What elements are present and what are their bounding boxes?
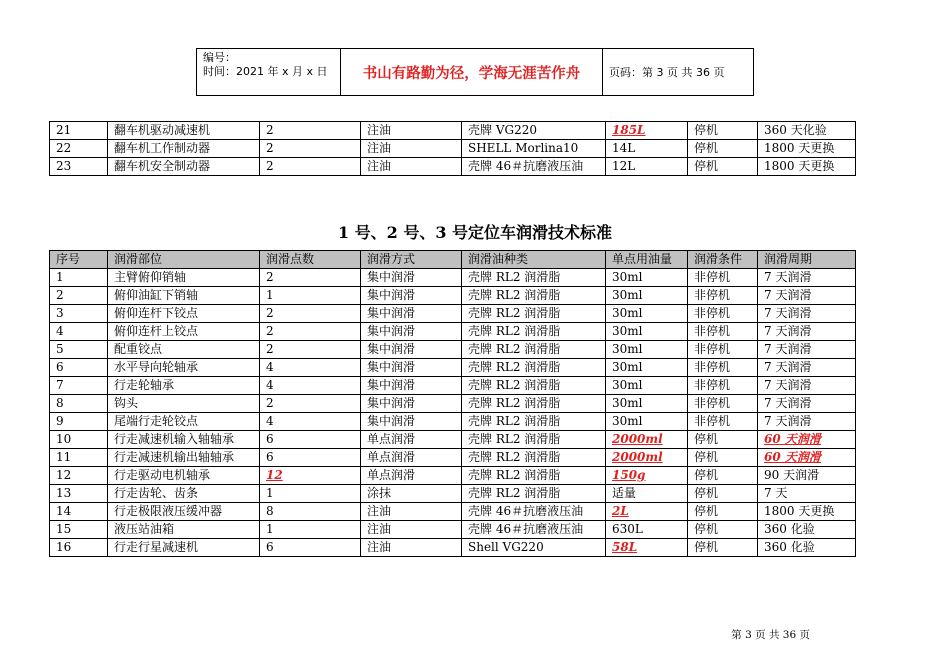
table-cell: 4	[260, 359, 361, 377]
table-cell	[606, 539, 688, 557]
table-cell: 壳牌 RL2 润滑脂	[462, 305, 606, 323]
table-row	[50, 323, 856, 341]
table-cell: 行走轮轴承	[108, 377, 260, 395]
table-cell: 6	[50, 359, 108, 377]
table-cell: 停机	[688, 431, 758, 449]
table-cell	[606, 431, 688, 449]
table-cell: 360 天化验	[758, 122, 856, 140]
table-cell: 集中润滑	[361, 395, 462, 413]
table-cell: 1	[260, 287, 361, 305]
table-cell: 7 天润滑	[758, 413, 856, 431]
table-cell: 2	[260, 140, 361, 158]
header-page-label: 页码：第 3 页 共 36 页	[609, 66, 725, 79]
table-cell: 集中润滑	[361, 305, 462, 323]
table-cell: 主臂俯仰销轴	[108, 269, 260, 287]
table-cell: 非停机	[688, 377, 758, 395]
highlighted-value: 2L	[612, 504, 629, 518]
table-cell	[260, 467, 361, 485]
table-cell: 行走极限液压缓冲器	[108, 503, 260, 521]
table-cell: 注油	[361, 122, 462, 140]
table-cell: 注油	[361, 521, 462, 539]
table-cell: 11	[50, 449, 108, 467]
table-cell: 30ml	[606, 269, 688, 287]
table-cell: 壳牌 RL2 润滑脂	[462, 413, 606, 431]
table-cell: 2	[260, 305, 361, 323]
table-cell: 12L	[606, 158, 688, 176]
table-cell: 360 化验	[758, 521, 856, 539]
table-cell: 7 天润滑	[758, 359, 856, 377]
table-cell: 翻车机安全制动器	[108, 158, 260, 176]
table-cell: 停机	[688, 521, 758, 539]
table-row	[50, 539, 856, 557]
table-cell: 7 天润滑	[758, 305, 856, 323]
table-cell: 30ml	[606, 359, 688, 377]
table-cell: 停机	[688, 122, 758, 140]
table-cell: 行走减速机输出轴轴承	[108, 449, 260, 467]
table-cell: 壳牌 RL2 润滑脂	[462, 323, 606, 341]
table-cell: 1	[50, 269, 108, 287]
table-cell: 4	[260, 377, 361, 395]
table-cell	[606, 449, 688, 467]
table-cell: 壳牌 46＃抗磨液压油	[462, 521, 606, 539]
table-cell: 16	[50, 539, 108, 557]
table-cell: 7 天润滑	[758, 377, 856, 395]
highlighted-value: 58L	[612, 540, 638, 554]
table-cell	[606, 122, 688, 140]
table-cell: 30ml	[606, 395, 688, 413]
highlighted-value: 150g	[612, 468, 646, 482]
table-cell: 注油	[361, 539, 462, 557]
table-cell: 6	[260, 539, 361, 557]
table-cell: 集中润滑	[361, 323, 462, 341]
table-cell: 液压站油箱	[108, 521, 260, 539]
table-cell: 停机	[688, 140, 758, 158]
table-cell: 行走齿轮、齿条	[108, 485, 260, 503]
table-cell: SHELL Morlina10	[462, 140, 606, 158]
table-cell: 壳牌 RL2 润滑脂	[462, 377, 606, 395]
table-cell: 1800 天更换	[758, 503, 856, 521]
table-cell: 适量	[606, 485, 688, 503]
table-row	[50, 485, 856, 503]
table-cell	[606, 467, 688, 485]
table-cell: 壳牌 RL2 润滑脂	[462, 269, 606, 287]
table-cell: 12	[50, 467, 108, 485]
table-cell: 俯仰油缸下销轴	[108, 287, 260, 305]
table-cell: 4	[50, 323, 108, 341]
table-cell: 2	[260, 269, 361, 287]
table-cell: 30ml	[606, 305, 688, 323]
table-cell: 停机	[688, 449, 758, 467]
table-cell: 壳牌 RL2 润滑脂	[462, 449, 606, 467]
table-cell: 注油	[361, 158, 462, 176]
table-cell: 2	[260, 158, 361, 176]
table-cell	[606, 503, 688, 521]
table-cell: 停机	[688, 503, 758, 521]
table-cell: 钩头	[108, 395, 260, 413]
table-cell: 壳牌 RL2 润滑脂	[462, 431, 606, 449]
table-cell: 8	[50, 395, 108, 413]
table-cell: 630L	[606, 521, 688, 539]
time-label: 时间：2021 年 x 月 x 日	[203, 65, 328, 78]
table-cell: 单点润滑	[361, 449, 462, 467]
table-cell: 壳牌 RL2 润滑脂	[462, 395, 606, 413]
table-cell: 集中润滑	[361, 377, 462, 395]
table-cell: 7 天润滑	[758, 341, 856, 359]
table-cell: 2	[260, 395, 361, 413]
table-cell: 壳牌 RL2 润滑脂	[462, 359, 606, 377]
table-row	[50, 431, 856, 449]
table-cell: 22	[50, 140, 108, 158]
table-cell: 集中润滑	[361, 359, 462, 377]
table-cell: 配重铰点	[108, 341, 260, 359]
table-cell: 10	[50, 431, 108, 449]
table-cell: 注油	[361, 140, 462, 158]
section-title: 1 号、2 号、3 号定位车润滑技术标准	[337, 223, 613, 242]
table-row	[50, 377, 856, 395]
table-cell: 4	[260, 413, 361, 431]
column-header: 单点用油量	[606, 251, 688, 269]
table-cell: 7 天润滑	[758, 287, 856, 305]
table-cell: 7 天润滑	[758, 269, 856, 287]
table-cell: 2	[260, 341, 361, 359]
table-cell: 6	[260, 449, 361, 467]
table-cell: 30ml	[606, 323, 688, 341]
page-footer: 第 3 页 共 36 页	[731, 629, 810, 641]
table-cell	[758, 449, 856, 467]
table-cell: 壳牌 RL2 润滑脂	[462, 467, 606, 485]
table-cell: 非停机	[688, 323, 758, 341]
table-cell: 3	[50, 305, 108, 323]
table-cell: 壳牌 46＃抗磨液压油	[462, 158, 606, 176]
table-row	[50, 359, 856, 377]
highlighted-value: 60 天润滑	[764, 432, 821, 446]
table-cell: 单点润滑	[361, 467, 462, 485]
table-cell: 非停机	[688, 359, 758, 377]
table-cell: 23	[50, 158, 108, 176]
table-cell: 非停机	[688, 287, 758, 305]
table-cell: 壳牌 VG220	[462, 122, 606, 140]
table-row	[50, 305, 856, 323]
table-row	[50, 287, 856, 305]
table-cell: 注油	[361, 503, 462, 521]
table-cell: 集中润滑	[361, 413, 462, 431]
table-cell: 壳牌 46＃抗磨液压油	[462, 503, 606, 521]
table-cell: 6	[260, 431, 361, 449]
table-cell: 30ml	[606, 287, 688, 305]
table-cell: 30ml	[606, 341, 688, 359]
table-cell: 2	[50, 287, 108, 305]
table-cell: 1	[260, 521, 361, 539]
table-cell: 停机	[688, 158, 758, 176]
highlighted-value: 2000ml	[612, 432, 663, 446]
table-cell: 30ml	[606, 413, 688, 431]
table-cell: 涂抹	[361, 485, 462, 503]
table-cell: 90 天润滑	[758, 467, 856, 485]
table-cell: 非停机	[688, 341, 758, 359]
highlighted-value: 60 天润滑	[764, 450, 821, 464]
table-cell: 30ml	[606, 377, 688, 395]
header-info	[197, 49, 341, 95]
column-header: 润滑周期	[758, 251, 856, 269]
table-cell	[758, 431, 856, 449]
table-row	[50, 521, 856, 539]
table-cell: 2	[260, 323, 361, 341]
table-cell: 停机	[688, 467, 758, 485]
table-cell: 1	[260, 485, 361, 503]
table-cell: 8	[260, 503, 361, 521]
table-row	[50, 341, 856, 359]
table-row	[50, 158, 856, 176]
table-row	[50, 449, 856, 467]
table-cell: 13	[50, 485, 108, 503]
number-label: 编号：	[203, 51, 236, 64]
table-cell: 停机	[688, 539, 758, 557]
table-cell: 尾端行走轮铰点	[108, 413, 260, 431]
column-header: 润滑油种类	[462, 251, 606, 269]
column-header: 润滑点数	[260, 251, 361, 269]
table-cell: 14	[50, 503, 108, 521]
table-cell: 7 天润滑	[758, 395, 856, 413]
table-cell: 非停机	[688, 305, 758, 323]
table-cell: 单点润滑	[361, 431, 462, 449]
table-cell: 壳牌 RL2 润滑脂	[462, 485, 606, 503]
table-cell: 15	[50, 521, 108, 539]
header-motto: 书山有路勤为径，学海无涯苦作舟	[341, 49, 603, 95]
table-cell: 行走行星减速机	[108, 539, 260, 557]
table-cell: 14L	[606, 140, 688, 158]
table-cell: 翻车机驱动减速机	[108, 122, 260, 140]
column-header: 润滑部位	[108, 251, 260, 269]
column-header: 润滑条件	[688, 251, 758, 269]
table-row	[50, 269, 856, 287]
table-cell: 行走减速机输入轴轴承	[108, 431, 260, 449]
table-cell: 5	[50, 341, 108, 359]
table-cell: 1800 天更换	[758, 158, 856, 176]
table-row	[50, 467, 856, 485]
table-cell: 9	[50, 413, 108, 431]
table-cell: 壳牌 RL2 润滑脂	[462, 287, 606, 305]
table-cell: 集中润滑	[361, 269, 462, 287]
lubrication-standard-table	[49, 250, 856, 557]
table-row	[50, 140, 856, 158]
table-cell: 集中润滑	[361, 287, 462, 305]
page-header	[196, 48, 754, 96]
table-cell: 壳牌 RL2 润滑脂	[462, 341, 606, 359]
table-cell: Shell VG220	[462, 539, 606, 557]
table-cell: 停机	[688, 485, 758, 503]
table-cell: 俯仰连杆下铰点	[108, 305, 260, 323]
table-row	[50, 122, 856, 140]
highlighted-value: 2000ml	[612, 450, 663, 464]
table-cell: 行走驱动电机轴承	[108, 467, 260, 485]
table-cell: 俯仰连杆上铰点	[108, 323, 260, 341]
highlighted-value: 12	[266, 468, 283, 482]
column-header: 序号	[50, 251, 108, 269]
table-cell: 非停机	[688, 269, 758, 287]
table-cell: 水平导向轮轴承	[108, 359, 260, 377]
table-cell: 1800 天更换	[758, 140, 856, 158]
table-cell: 翻车机工作制动器	[108, 140, 260, 158]
table-cell: 非停机	[688, 395, 758, 413]
table-row	[50, 395, 856, 413]
highlighted-value: 185L	[612, 123, 646, 137]
column-header: 润滑方式	[361, 251, 462, 269]
table-cell: 2	[260, 122, 361, 140]
table-continued	[49, 121, 856, 176]
table-cell: 7	[50, 377, 108, 395]
table-row	[50, 413, 856, 431]
table-header-row	[50, 251, 856, 269]
table-cell: 7 天	[758, 485, 856, 503]
table-cell: 非停机	[688, 413, 758, 431]
table-cell: 360 化验	[758, 539, 856, 557]
table-cell: 集中润滑	[361, 341, 462, 359]
table-cell: 21	[50, 122, 108, 140]
table-row	[50, 503, 856, 521]
table-cell: 7 天润滑	[758, 323, 856, 341]
